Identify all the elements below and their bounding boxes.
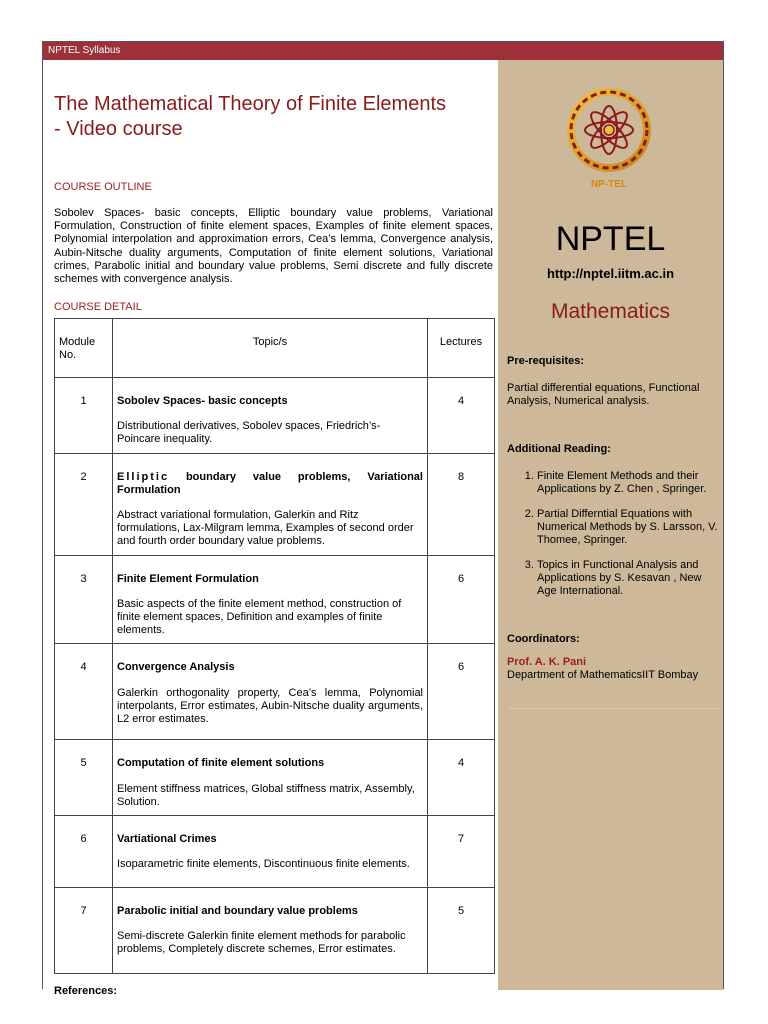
topic-cell	[113, 453, 428, 555]
topic-cell	[113, 816, 428, 888]
lecture-count: 8	[428, 453, 495, 555]
table-row	[55, 644, 495, 740]
topic-title: Vartiational Crimes	[117, 833, 217, 846]
prerequisites-heading: Pre-requisites:	[507, 355, 585, 367]
lecture-count: 6	[428, 644, 495, 740]
topic-description: Element stiffness matrices, Global stiffness matrix, Assembly, Solution.	[117, 782, 415, 808]
course-outline-heading: COURSE OUTLINE	[54, 181, 152, 193]
coordinators-heading: Coordinators:	[507, 633, 580, 645]
topic-cell	[113, 888, 428, 974]
topic-description: Galerkin orthogonality property, Cea’s lemma, Polynomial interpolants, Error estimates, Aubin-Nitsche duality arguments, L2 error estimates.	[117, 686, 423, 726]
header-bar	[43, 42, 723, 60]
topic-title: Computation of finite element solutions	[117, 757, 325, 770]
coordinator-name: Prof. A. K. Pani	[507, 656, 587, 668]
logo-caption: NP-TEL	[590, 179, 628, 190]
table-row	[55, 740, 495, 816]
main-content	[43, 60, 498, 997]
course-detail-heading: COURSE DETAIL	[54, 301, 142, 313]
module-number: 7	[55, 888, 113, 974]
nptel-logo	[564, 80, 654, 192]
module-number: 3	[55, 555, 113, 644]
module-number: 2	[55, 453, 113, 555]
lecture-count: 5	[428, 888, 495, 974]
course-outline-text: Sobolev Spaces- basic concepts, Elliptic boundary value problems, Variational Formulation, Construction of finite element spaces, Examples of finite element spaces, Polynomial interpolation and approximation errors, Cea’s lemma, Convergence analysis, Aubin-Nitsche duality arguments, Computation of finite element solutions, Variational crimes, Parabolic initial and boundary value problems, Semi discrete and fully discrete schemes with convergence analysis.	[54, 207, 493, 286]
lecture-count: 6	[428, 555, 495, 644]
table-row	[55, 378, 495, 454]
topic-description: Semi-discrete Galerkin finite element methods for parabolic problems, Completely discrete schemes, Error estimates.	[117, 930, 406, 956]
topic-description: Isoparametric finite elements, Discontinuous finite elements.	[117, 858, 410, 871]
list-item: 1. Finite Element Methods and their Applications by Z. Chen , Springer.	[537, 470, 719, 496]
topic-title-rest: boundary value problems, Variational Formulation	[117, 470, 423, 496]
topic-description: Basic aspects of the finite element method, construction of finite element spaces, Definition and examples of finite elements.	[117, 597, 402, 637]
topic-cell	[113, 740, 428, 816]
reading-list	[507, 470, 719, 598]
topic-title: Parabolic initial and boundary value problems	[117, 905, 358, 918]
table-row	[55, 816, 495, 888]
header-module: Module No.	[55, 319, 113, 378]
header-topic: Topic/s	[113, 319, 428, 378]
page-title: The Mathematical Theory of Finite Elements - Video course	[54, 93, 447, 140]
additional-reading-section	[507, 443, 719, 610]
divider	[507, 708, 719, 709]
sidebar	[498, 60, 723, 990]
nptel-logo-icon	[564, 80, 654, 192]
table-row	[55, 888, 495, 974]
module-number: 4	[55, 644, 113, 740]
prerequisites-section	[507, 355, 719, 408]
topic-title: Sobolev Spaces- basic concepts	[117, 395, 288, 407]
topic-title: Finite Element Formulation	[117, 572, 259, 585]
topic-title: Convergence Analysis	[117, 661, 235, 674]
lecture-count: 7	[428, 816, 495, 888]
additional-reading-heading: Additional Reading:	[507, 443, 611, 455]
topic-title	[117, 471, 423, 497]
module-number: 1	[55, 378, 113, 454]
page-frame	[42, 41, 724, 997]
brand-name: NPTEL	[555, 220, 666, 258]
table-row	[55, 555, 495, 644]
topic-cell	[113, 555, 428, 644]
header-bar-label: NPTEL Syllabus	[48, 45, 121, 56]
topic-title-spaced: Elliptic	[117, 470, 170, 483]
list-item: 3. Topics in Functional Analysis and Applications by S. Kesavan , New Age International.	[537, 559, 719, 598]
module-number: 5	[55, 740, 113, 816]
subject-title: Mathematics	[550, 300, 671, 323]
topic-description: Distributional derivatives, Sobolev spaces, Friedrich’s-Poincare inequality.	[117, 420, 381, 446]
module-number: 6	[55, 816, 113, 888]
topic-cell	[113, 378, 428, 454]
table-header-row	[55, 319, 495, 378]
topic-cell	[113, 644, 428, 740]
header-lectures: Lectures	[428, 319, 495, 378]
coordinators-section	[507, 633, 719, 682]
list-item: 2. Partial Differntial Equations with Numerical Methods by S. Larsson, V. Thomee, Springer.	[537, 508, 719, 547]
table-row	[55, 453, 495, 555]
lecture-count: 4	[428, 740, 495, 816]
coordinator-department: Department of MathematicsIIT Bombay	[507, 669, 699, 681]
brand-url[interactable]: http://nptel.iitm.ac.in	[546, 266, 675, 281]
references-heading: References:	[54, 985, 117, 997]
topic-description: Abstract variational formulation, Galerkin and Ritz formulations, Lax-Milgram lemma, Examples of second order and fourth order boundary value problems.	[117, 509, 414, 548]
lecture-count: 4	[428, 378, 495, 454]
prerequisites-text: Partial differential equations, Functional Analysis, Numerical analysis.	[507, 382, 700, 407]
course-detail-table	[54, 318, 495, 974]
